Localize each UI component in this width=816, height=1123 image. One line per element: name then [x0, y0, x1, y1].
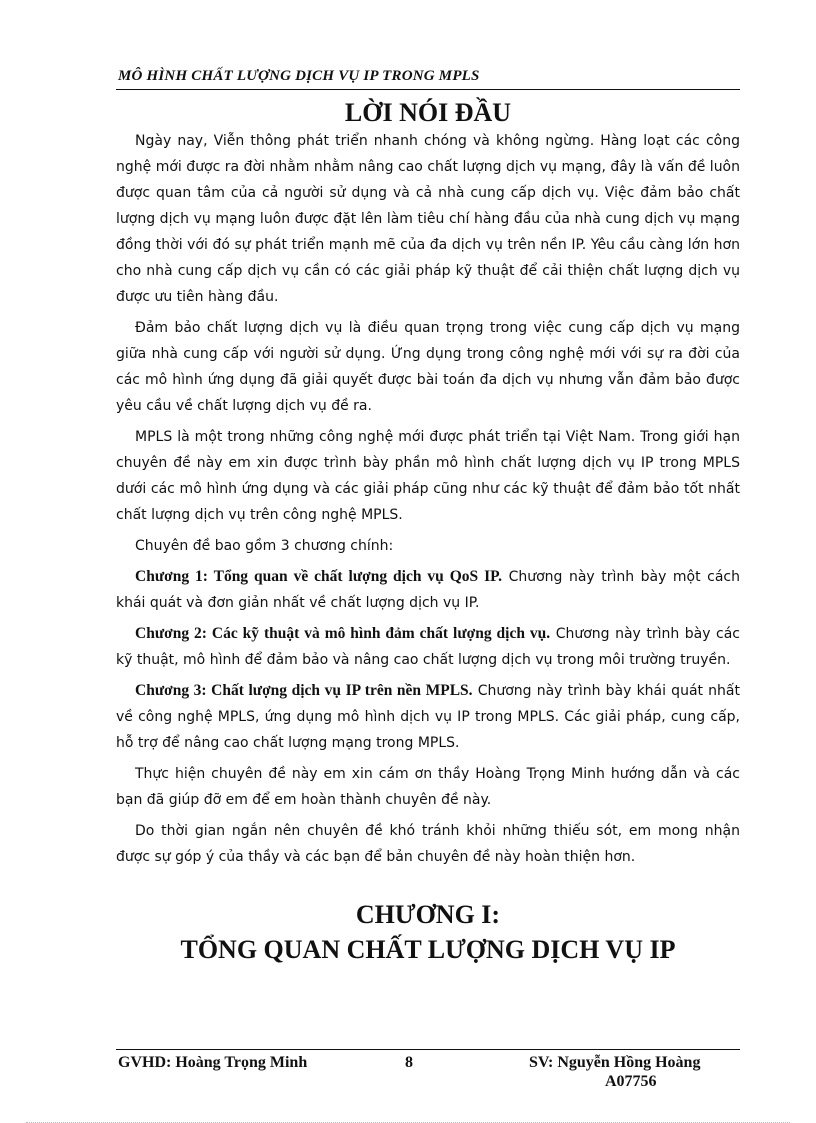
chapter-summary-3: Chương 3: Chất lượng dịch vụ IP trên nền MPLS. Chương này trình bày khái quát nhất về công nghệ MPLS, ứng dụng mô hình dịch vụ IP trong MPLS. Các giải pháp, cung cấp, hỗ trợ để nâng cao chất lượng mạng trong MPLS. [116, 682, 740, 751]
chapter-summary-1: Chương 1: Tổng quan về chất lượng dịch vụ QoS IP. Chương này trình bày một cách khái quát và đơn giản nhất về chất lượng dịch vụ IP. [116, 568, 740, 611]
preface-body [116, 128, 740, 875]
paragraph: Ngày nay, Viễn thông phát triển nhanh chóng và không ngừng. Hàng loạt các công nghệ mới được ra đời nhằm nhằm nâng cao chất lượng dịch vụ mạng, đây là vấn đề luôn được quan tâm của cả người sử dụng và cả nhà cung cấp dịch vụ. Việc đảm bảo chất lượng dịch vụ mạng luôn được đặt lên làm tiêu chí hàng đầu của nhà cung dịch vụ mạng đồng thời với đó sự phát triển mạnh mẽ của đa dịch vụ trên nền IP. Yêu cầu càng lớn hơn cho nhà cung cấp dịch vụ cần có các giải pháp kỹ thuật để cải thiện chất lượng dịch vụ được ưu tiên hàng đầu. [116, 133, 740, 305]
chapter-title: TỔNG QUAN CHẤT LƯỢNG DỊCH VỤ IP [180, 935, 676, 964]
running-header: MÔ HÌNH CHẤT LƯỢNG DỊCH VỤ IP TRONG MPLS [118, 68, 480, 84]
preface-title: LỜI NÓI ĐẦU [344, 98, 512, 127]
footer-student-id: A07756 [605, 1073, 657, 1090]
footer-student: SV: Nguyễn Hồng Hoàng [529, 1054, 701, 1071]
chapter-number: CHƯƠNG I: [355, 900, 501, 929]
paragraph: Đảm bảo chất lượng dịch vụ là điều quan trọng trong việc cung cấp dịch vụ mạng giữa nhà cung cấp với người sử dụng. Ứng dụng trong công nghệ mới với sự ra đời của các mô hình ứng dụng đã giải quyết được bài toán đa dịch vụ nhưng vẫn đảm bảo được yêu cầu về chất lượng dịch vụ đề ra. [116, 320, 740, 414]
paragraph: MPLS là một trong những công nghệ mới được phát triển tại Việt Nam. Trong giới hạn chuyên đề này em xin được trình bày phần mô hình chất lượng dịch vụ IP trong MPLS dưới các mô hình ứng dụng và các giải pháp cũng như các kỹ thuật để đảm bảo tốt nhất chất lượng dịch vụ trên công nghệ MPLS. [116, 429, 740, 523]
paragraph: Do thời gian ngắn nên chuyên đề khó tránh khỏi những thiếu sót, em mong nhận được sự góp ý của thầy và các bạn để bản chuyên đề này hoàn thiện hơn. [116, 823, 740, 865]
page-number: 8 [405, 1054, 413, 1071]
footer-rule [116, 1049, 740, 1050]
paragraph: Thực hiện chuyên đề này em xin cám ơn thầy Hoàng Trọng Minh hướng dẫn và các bạn đã giúp đỡ em để em hoàn thành chuyên đề này. [116, 766, 740, 808]
paragraph: Chuyên đề bao gồm 3 chương chính: [135, 538, 394, 554]
header-rule [116, 89, 740, 90]
footer-supervisor: GVHD: Hoàng Trọng Minh [118, 1054, 308, 1071]
chapter-summary-2: Chương 2: Các kỹ thuật và mô hình đảm chất lượng dịch vụ. Chương này trình bày các kỹ thuật, mô hình để đảm bảo và nâng cao chất lượng dịch vụ trong môi trường truyền. [116, 625, 740, 668]
